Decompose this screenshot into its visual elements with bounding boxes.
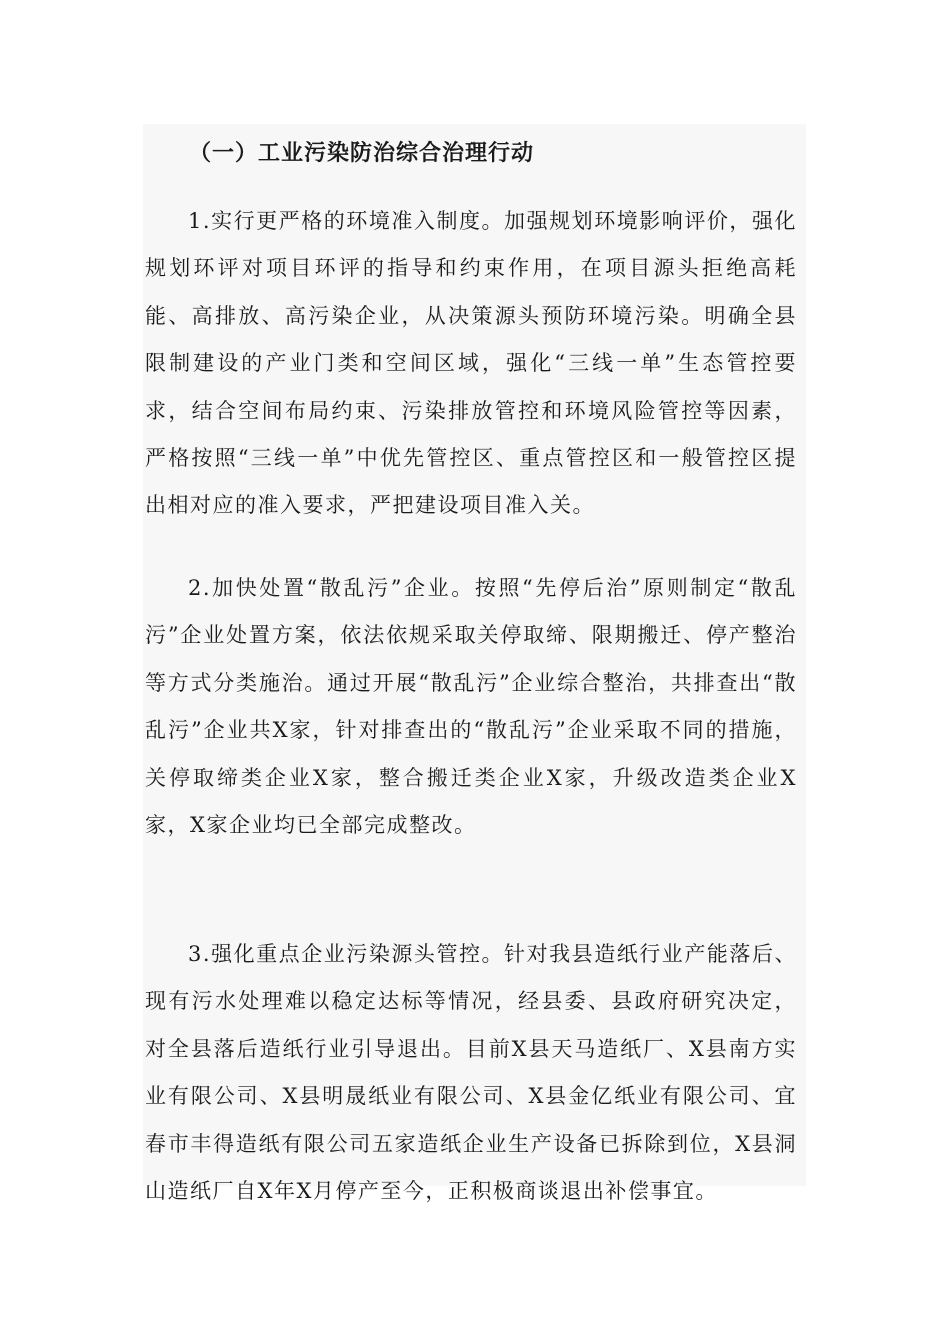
paragraph-2: 2.加快处置“散乱污”企业。按照“先停后治”原则制定“散乱污”企业处置方案，依法依规采取关停取缔、限期搬迁、停产整治等方式分类施治。通过开展“散乱污”企业综合整治，共排查出“散乱污”企业共X家，针对排查出的“散乱污”企业采取不同的措施，关停取缔类企业X家，整合搬迁类企业X家，升级改造类企业X家，X家企业均已全部完成整改。	[145, 576, 797, 838]
section-heading: （一）工业污染防治综合治理行动	[189, 140, 535, 166]
paragraph-1: 1.实行更严格的环境准入制度。加强规划环境影响评价，强化规划环评对项目环评的指导和约束作用，在项目源头拒绝高耗能、高排放、高污染企业，从决策源头预防环境污染。明确全县限制建设的产业门类和空间区域，强化“三线一单”生态管控要求，结合空间布局约束、污染排放管控和环境风险管控等因素，严格按照“三线一单”中优先管控区、重点管控区和一般管控区提出相对应的准入要求，严把建设项目准入关。	[145, 209, 797, 518]
paragraph-3: 3.强化重点企业污染源头管控。针对我县造纸行业产能落后、现有污水处理难以稳定达标等情况，经县委、县政府研究决定，对全县落后造纸行业引导退出。目前X县天马造纸厂、X县南方实业有限公司、X县明晟纸业有限公司、X县金亿纸业有限公司、宜春市丰得造纸有限公司五家造纸企业生产设备已拆除到位，X县洞山造纸厂自X年X月停产至今，正积极商谈退出补偿事宜。	[145, 942, 797, 1204]
document-content-block	[143, 124, 806, 1204]
